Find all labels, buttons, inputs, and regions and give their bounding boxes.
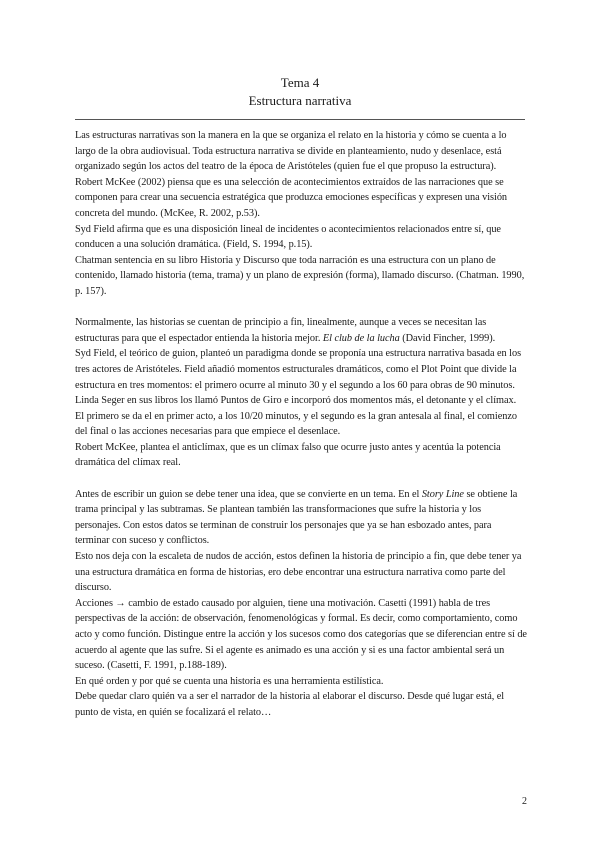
document-body [75, 128, 527, 721]
paragraph-narrator: Debe quedar claro quién va a ser el narrador de la historia al elaborar el discurso. Desde qué lugar está, el punto de vista, en quién se focalizará el relato… [75, 691, 505, 718]
paragraph-linear-stories [75, 315, 527, 346]
text-run: Antes de escribir un guion se debe tener una idea, que se convierte en un tema. En el [75, 488, 422, 500]
paragraph-gap [75, 300, 527, 316]
topic-heading: Tema 4 [280, 75, 320, 90]
film-title: El club de la lucha [322, 332, 400, 344]
paragraph-gap [75, 471, 527, 487]
text-run: (David Fincher, 1999). [399, 332, 496, 344]
paragraph-escaleta: Esto nos deja con la escaleta de nudos de acción, estos definen la historia de principio a fin, que debe tener ya una estructura dramática en forma de historias, ero debe encontrar una estructura narrativa como parte del discurso. [75, 551, 522, 594]
header-divider [75, 119, 525, 120]
document-header [0, 74, 600, 110]
paragraph-order: En qué orden y por qué se cuenta una historia es una herramienta estilística. [75, 675, 384, 687]
paragraph-definition: Las estructuras narrativas son la manera en la que se organiza el relato en la historia y cómo se cuenta a lo largo de la obra audiovisual. Toda estructura narrativa se divide en planteamiento, nudo y desenlace, está organizado según los actos del teatro de la época de Aristóteles (quien fue el que propuso la estructura). [75, 130, 507, 173]
paragraph-acciones: Acciones → cambio de estado causado por alguien, tiene una motivación. Casetti (1991) habla de tres perspectivas de la acción: de observación, fenomenológicas y formal. Es decir, como comportamiento, como acto y como función. Distingue entre la acción y los sucesos como dos categorías que se diferencian entre sí de acuerdo al agente que las sufre. Si el agente es animado es una acción y si es una factor ambiental será un suceso. (Casetti, F. 1991, p.188-189). [75, 597, 527, 672]
page-title: Estructura narrativa [248, 93, 352, 108]
story-line-term: Story Line [421, 488, 464, 500]
paragraph-story-line [75, 487, 527, 549]
text-run: se obtiene la trama principal y las subtramas. Se plantean también las transformaciones que sufre la historia y los personajes. Con estos datos se terminan de construir los personajes que ya se han esbozado antes, para terminar con suceso y conflictos. [75, 488, 518, 547]
paragraph-mckee-definition: Robert McKee (2002) piensa que es una selección de acontecimientos extraídos de las narraciones que se componen para crear una secuencia estratégica que produzca emociones específicas y expresen una visión concreta del mundo. (McKee, R. 2002, p.53). [75, 176, 508, 219]
text-run: Normalmente, las historias se cuentan de principio a fin, linealmente, aunque a veces se necesitan las estructuras para que el espectador entienda la historia mejor. [75, 317, 487, 344]
paragraph-field-definition: Syd Field afirma que es una disposición lineal de incidentes o acontecimientos relacionados entre sí, que conducen a una solución dramática. (Field, S. 1994, p.15). [75, 223, 501, 251]
paragraph-seger: Linda Seger en sus libros los llamó Puntos de Giro e incorporó dos momentos más, el detonante y el clímax. El primero se da el en primer acto, a los 10/20 minutos, y el segundo es la gran antesala al final, el comienzo del final o las acciones necesarias para que empiece el desenlace. [75, 395, 517, 438]
paragraph-field-paradigm: Syd Field, el teórico de guion, planteó un paradigma donde se proponía una estructura narrativa basada en los tres actores de Aristóteles. Field añadió momentos estructurales dramáticos, como el Plot Point que divide la estructura en tres momentos: el primero ocurre al minuto 30 y el segundo a los 60 para obras de 90 minutos. [75, 348, 522, 391]
paragraph-mckee-anticlimax: Robert McKee, plantea el anticlímax, que es un clímax falso que ocurre justo antes y acentúa la potencia dramática del clímax real. [75, 441, 501, 469]
page-number: 2 [522, 796, 527, 807]
paragraph-chatman-definition: Chatman sentencia en su libro Historia y Discurso que toda narración es una estructura con un plano de contenido, llamado historia (tema, trama) y un plano de expresión (forma), llamado discurso. (Chatman. 1990, p. 157). [75, 254, 525, 297]
